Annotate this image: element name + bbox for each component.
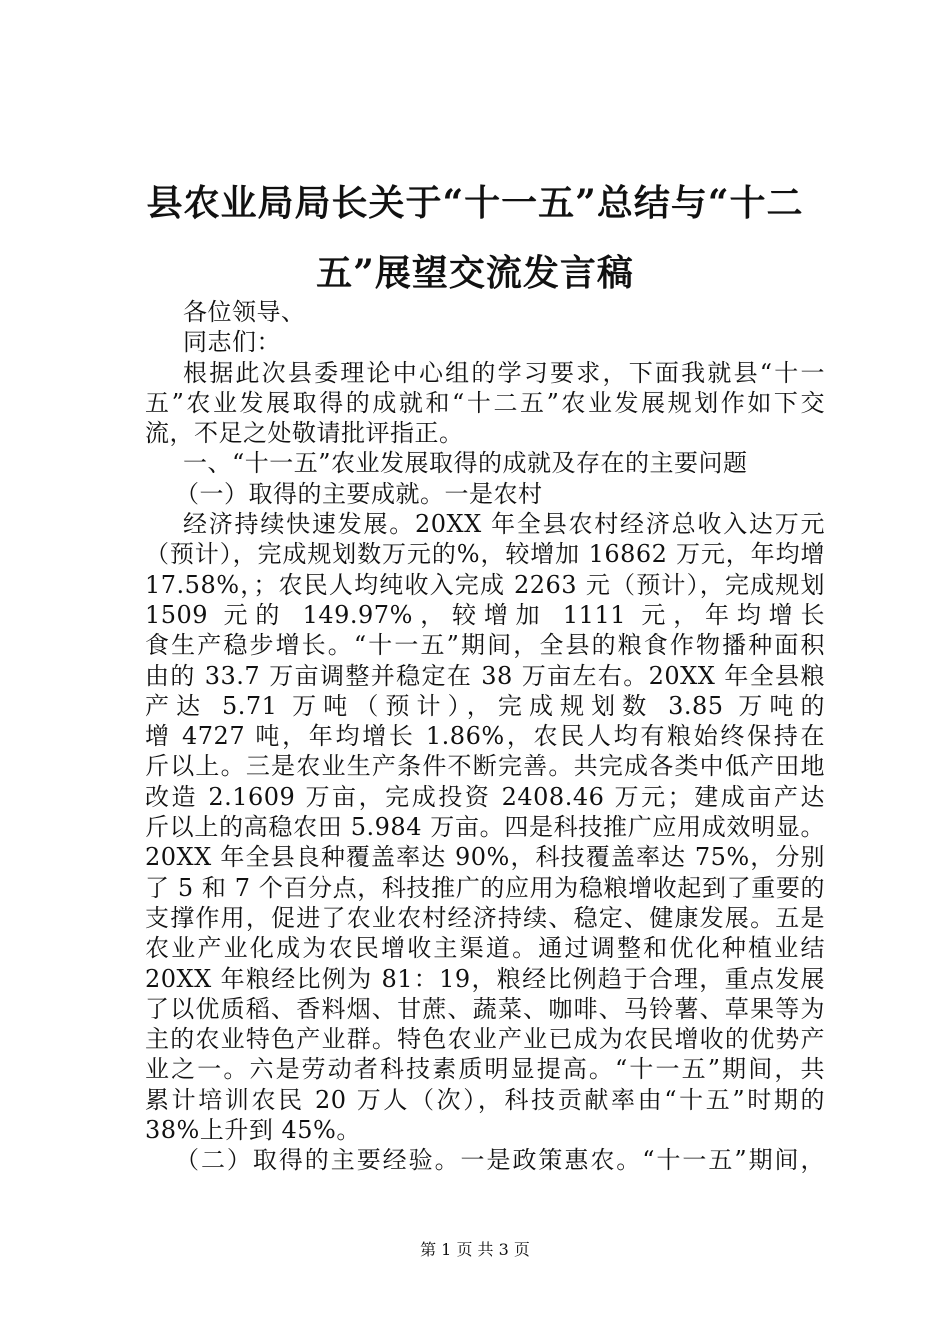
body-line: 17.58%，；农民人均纯收入完成 2263 元（预计），完成规划 xyxy=(145,570,825,599)
body-line: 了以优质稻、香料烟、甘蔗、蔬菜、咖啡、马铃薯、草果等为 xyxy=(145,994,825,1023)
body-line: 同志们： xyxy=(183,328,281,357)
body-line: 各位领导、 xyxy=(183,298,306,326)
body-line: 食生产稳步增长。“十一五”期间，全县的粮食作物播种面积 xyxy=(145,631,825,660)
body-line: 斤以上的高稳农田 5.984 万亩。四是科技推广应用成效明显。 xyxy=(145,813,825,842)
body-line: 20XX 年全县良种覆盖率达 90%，科技覆盖率达 75%，分别 xyxy=(145,843,825,872)
body-line: 五”农业发展取得的成就和“十二五”农业发展规划作如下交 xyxy=(145,388,825,417)
body-line: 根据此次县委理论中心组的学习要求，下面我就县“十一 xyxy=(183,358,825,387)
body-line: 20XX 年粮经比例为 81：19，粮经比例趋于合理，重点发展 xyxy=(145,964,825,993)
body-line: 了 5 和 7 个百分点，科技推广的应用为稳粮增收起到了重要的 xyxy=(145,873,825,902)
body-line: 主的农业特色产业群。特色农业产业已成为农民增收的优势产 xyxy=(145,1025,825,1054)
body-line: 38%上升到 45%。 xyxy=(145,1116,361,1145)
body-line: 改造 2.1609 万亩，完成投资 2408.46 万元；建成亩产达 xyxy=(145,782,825,811)
body-line: 业之一。六是劳动者科技素质明显提高。“十一五”期间，共 xyxy=(145,1055,825,1084)
body-line: 累计培训农民 20 万人（次），科技贡献率由“十五”时期的 xyxy=(145,1085,825,1114)
body-line: 由的 33.7 万亩调整并稳定在 38 万亩左右。20XX 年全县粮 xyxy=(145,661,825,690)
body-line: 农业产业化成为农民增收主渠道。通过调整和优化种植业结 xyxy=(145,934,825,963)
body-line: 流，不足之处敬请批评指正。 xyxy=(145,419,464,448)
document-title xyxy=(100,168,850,308)
body-line: 1509 元的 149.97%，较增加 1111 元，年均增长 xyxy=(145,600,825,629)
body-line: 支撑作用，促进了农业农村经济持续、稳定、健康发展。五是 xyxy=(145,903,825,932)
title-line-2: 五”展望交流发言稿 xyxy=(316,252,634,294)
body-line: （二）取得的主要经验。一是政策惠农。“十一五”期间， xyxy=(175,1146,825,1175)
body-line: 经济持续快速发展。20XX 年全县农村经济总收入达万元 xyxy=(183,510,825,539)
body-line: 产达 5.71 万吨（预计），完成规划数 3.85 万吨的 xyxy=(145,691,825,720)
body-line: 增 4727 吨，年均增长 1.86%，农民人均有粮始终保持在 xyxy=(145,722,825,751)
body-line: 斤以上。三是农业生产条件不断完善。共完成各类中低产田地 xyxy=(145,752,825,781)
body-line: （预计），完成规划数万元的%，较增加 16862 万元，年均增 xyxy=(145,540,825,569)
page-footer: 第 1 页 共 3 页 xyxy=(420,1240,530,1259)
body-line: 一、“十一五”农业发展取得的成就及存在的主要问题 xyxy=(183,449,748,478)
document-body xyxy=(145,297,825,1176)
title-line-1: 县农业局局长关于“十一五”总结与“十二 xyxy=(146,182,804,224)
body-line: （一）取得的主要成就。一是农村 xyxy=(175,479,543,508)
